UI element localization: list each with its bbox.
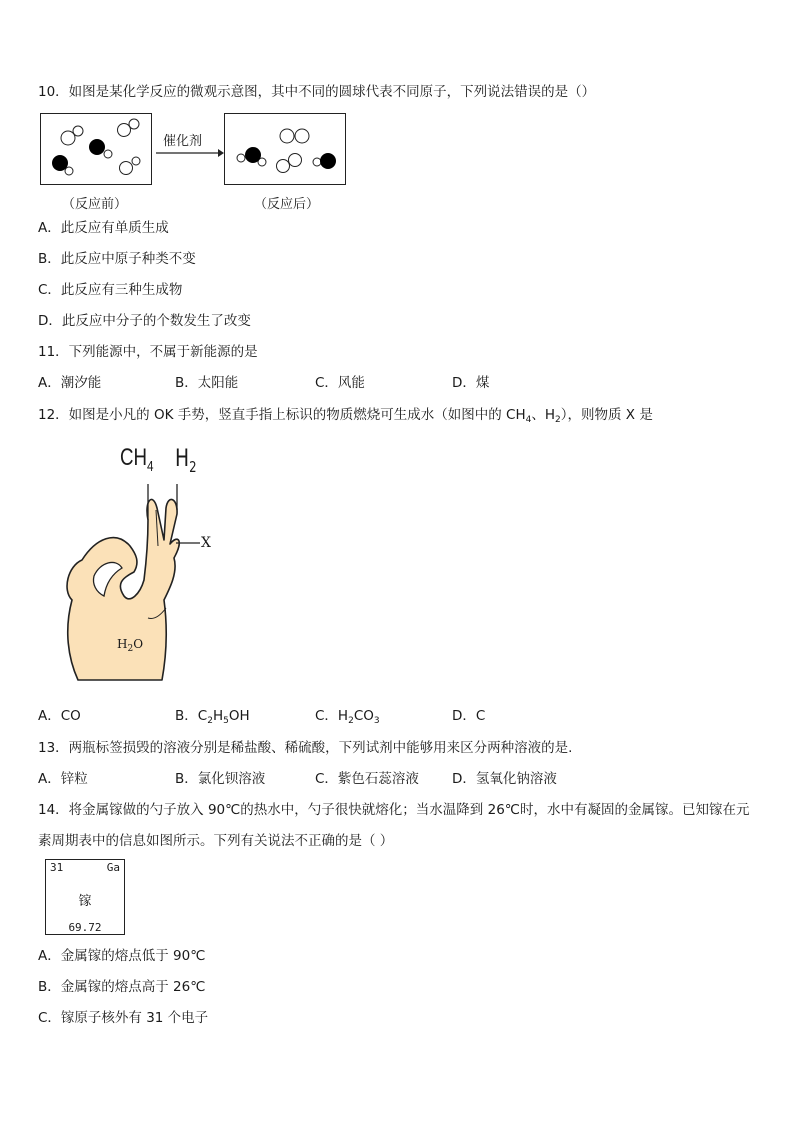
q12-option-c: C．$H_2CO_3$ <box>315 708 380 726</box>
before-caption: （反应前） <box>62 197 128 212</box>
catalyst-label: 催化剂 <box>163 134 203 149</box>
q12-stem: 12．如图是小凡的 OK 手势，竖直手指上标识的物质燃烧可生成水（如图中的 $CH_4$、$H_2$），则物质 X 是 <box>38 407 653 425</box>
label-h2o: $H_2O$ <box>117 637 144 654</box>
q10-option-c: C．此反应有三种生成物 <box>38 282 183 298</box>
q11-option-c: C．风能 <box>315 375 365 391</box>
q14-option-b: B．金属镓的熔点高于 26℃ <box>38 979 206 995</box>
q11-option-d: D．煤 <box>452 375 490 391</box>
q12-option-b: B．$C_2H_5OH$ <box>175 708 250 726</box>
atomic-number: 31 <box>50 861 64 874</box>
q10-option-a: A．此反应有单质生成 <box>38 220 169 236</box>
q14-option-c: C．镓原子核外有 31 个电子 <box>38 1010 209 1026</box>
q11-option-a: A．潮汐能 <box>38 375 102 391</box>
label-ch4: $CH_4$ <box>120 444 154 475</box>
q13-option-c: C．紫色石蕊溶液 <box>315 771 419 787</box>
q10-stem: 10．如图是某化学反应的微观示意图，其中不同的圆球代表不同原子，下列说法错误的是（） <box>38 84 596 100</box>
after-reaction-molecules <box>224 113 346 185</box>
atomic-mass: 69.72 <box>68 921 102 934</box>
q14-option-a: A．金属镓的熔点低于 90℃ <box>38 948 206 964</box>
q13-option-d: D．氢氧化钠溶液 <box>452 771 557 787</box>
q14-stem-line1: 14．将金属镓做的勺子放入 90℃的热水中，勺子很快就熔化；当水温降到 26℃时，水中有凝固的金属镓。已知镓在元 <box>38 802 750 818</box>
q14-stem-line2: 素周期表中的信息如图所示。下列有关说法不正确的是（ ） <box>38 833 394 849</box>
after-caption: （反应后） <box>254 197 320 212</box>
ok-hand-illustration <box>60 480 220 690</box>
q10-option-b: B．此反应中原子种类不变 <box>38 251 196 267</box>
q11-stem: 11．下列能源中，不属于新能源的是 <box>38 344 258 360</box>
q13-stem: 13．两瓶标签损毁的溶液分别是稀盐酸、稀硫酸，下列试剂中能够用来区分两种溶液的是. <box>38 740 573 756</box>
q13-option-a: A．锌粒 <box>38 771 88 787</box>
q10-option-d: D．此反应中分子的个数发生了改变 <box>38 313 251 329</box>
element-symbol: Ga <box>106 861 120 874</box>
q13-option-b: B．氯化钡溶液 <box>175 771 266 787</box>
q12-option-d: D．C <box>452 708 486 724</box>
reaction-arrow <box>154 148 224 158</box>
label-h2: $H_2$ <box>175 444 197 476</box>
element-name: 镓 <box>78 894 92 909</box>
before-reaction-molecules <box>40 113 152 185</box>
label-x: X <box>201 535 211 551</box>
periodic-table-cell-gallium <box>45 859 125 935</box>
q11-option-b: B．太阳能 <box>175 375 239 391</box>
q12-option-a: A．CO <box>38 708 81 724</box>
